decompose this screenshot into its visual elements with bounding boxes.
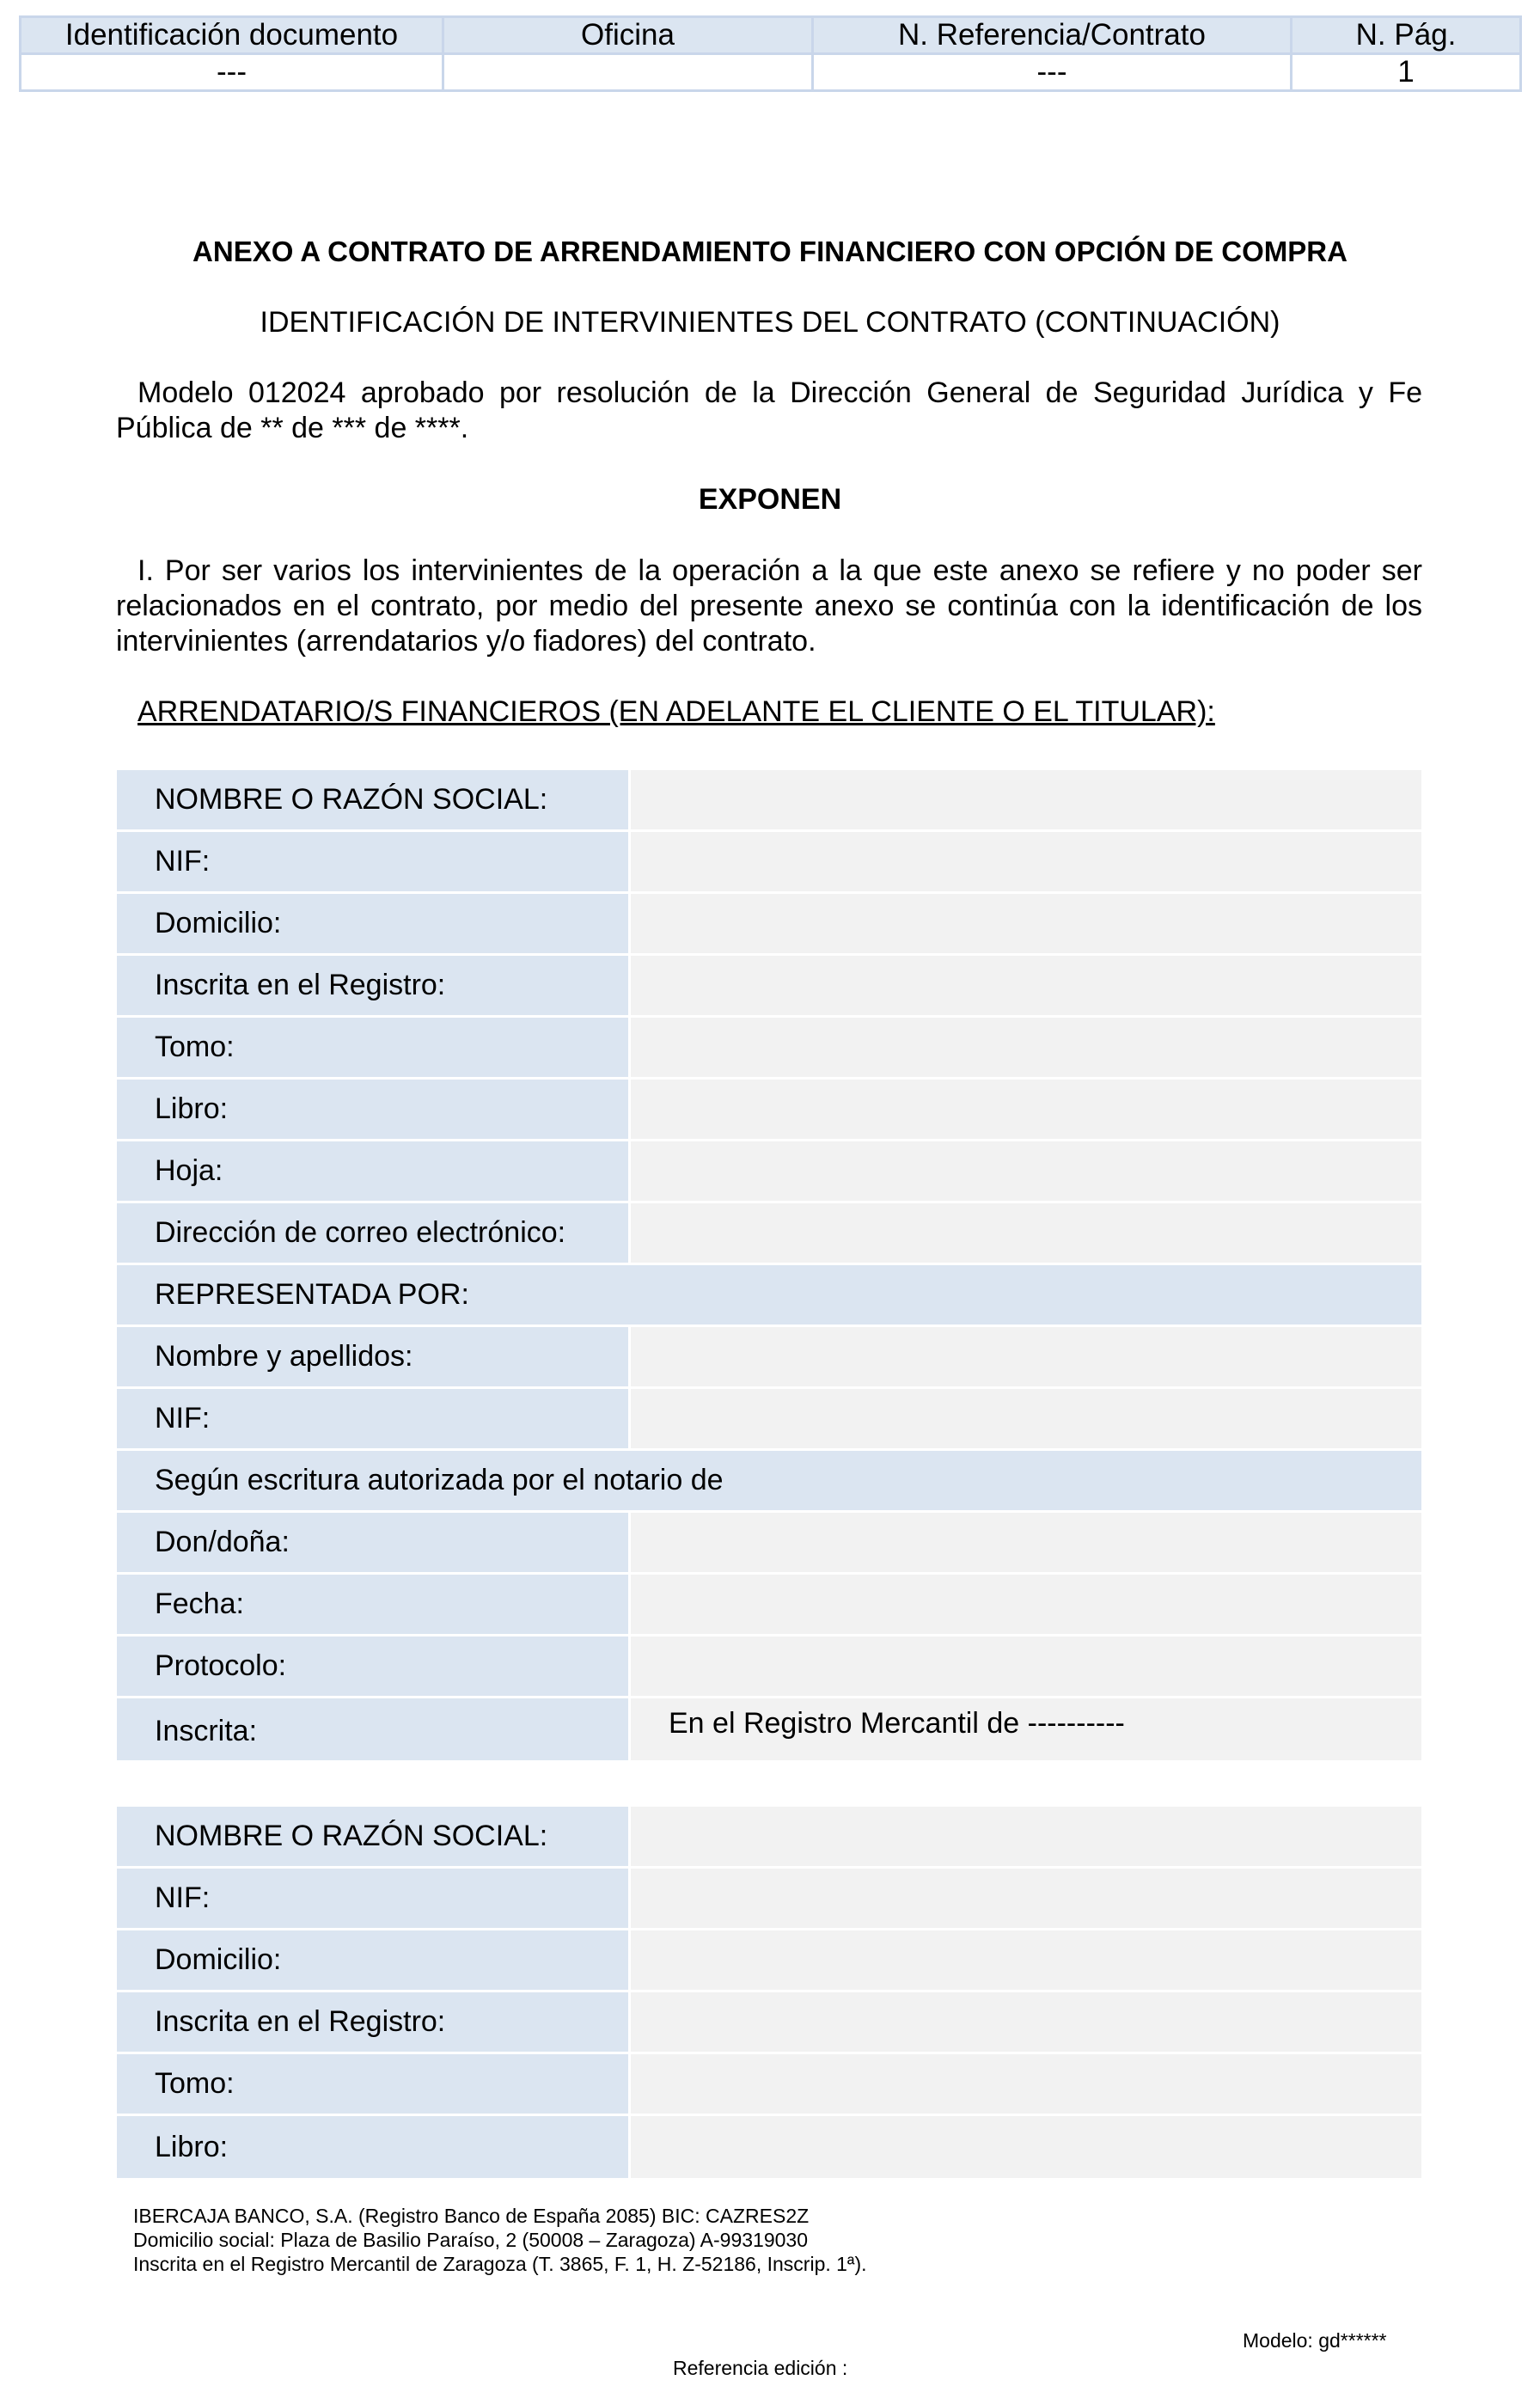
form-row-representada <box>117 1265 1421 1327</box>
header-col-oficina: Oficina <box>443 17 813 54</box>
field-nif[interactable] <box>631 1869 1421 1928</box>
label-nif: NIF: <box>117 1869 631 1928</box>
label-tomo: Tomo: <box>117 1018 631 1077</box>
form2-row-inscrita-registro <box>117 1992 1421 2054</box>
field-libro[interactable] <box>631 2116 1421 2178</box>
form-row-nif <box>117 832 1421 894</box>
label-email: Dirección de correo electrónico: <box>117 1203 631 1263</box>
field-nombre-apellidos[interactable] <box>631 1327 1421 1386</box>
section-heading: ARRENDATARIO/S FINANCIEROS (EN ADELANTE EL CLIENTE O EL TITULAR): <box>138 695 1215 728</box>
footer-line-3: Inscrita en el Registro Mercantil de Zaragoza (T. 3865, F. 1, H. Z-52186, Inscrip. 1ª). <box>133 2253 867 2275</box>
footer-referencia-edicion: Referencia edición : <box>673 2357 848 2379</box>
header-val-identificacion: --- <box>21 54 443 91</box>
label-domicilio: Domicilio: <box>117 894 631 953</box>
form-row-inscrita-registro <box>117 956 1421 1018</box>
paragraph-i: I. Por ser varios los intervinientes de la operación a la que este anexo se refiere y no poder ser relacionados en el contrato, por medio del presente anexo se continúa con la identificación de los intervinientes (arrendatarios y/o fiadores) del contrato. <box>116 554 1422 658</box>
form-row-segun-escritura <box>117 1451 1421 1513</box>
field-hoja[interactable] <box>631 1141 1421 1201</box>
field-tomo[interactable] <box>631 2054 1421 2114</box>
label-hoja: Hoja: <box>117 1141 631 1201</box>
footer-modelo: Modelo: gd****** <box>1243 2329 1387 2352</box>
field-email[interactable] <box>631 1203 1421 1263</box>
form-row-hoja <box>117 1141 1421 1203</box>
label-nombre: NOMBRE O RAZÓN SOCIAL: <box>117 1807 631 1866</box>
label-inscrita: Inscrita: <box>117 1698 631 1760</box>
field-tomo[interactable] <box>631 1018 1421 1077</box>
label-libro: Libro: <box>117 1080 631 1139</box>
label-nombre-apellidos: Nombre y apellidos: <box>117 1327 631 1386</box>
label-nombre: NOMBRE O RAZÓN SOCIAL: <box>117 770 631 829</box>
field-inscrita-registro[interactable] <box>631 1992 1421 2052</box>
form-row-domicilio <box>117 894 1421 956</box>
form2-row-nombre <box>117 1807 1421 1869</box>
label-tomo: Tomo: <box>117 2054 631 2114</box>
field-nombre[interactable] <box>631 770 1421 829</box>
footer-line-2: Domicilio social: Plaza de Basilio Paraíso, 2 (50008 – Zaragoza) A-99319030 <box>133 2229 808 2251</box>
arrendatario-form-1 <box>117 770 1421 1760</box>
header-row <box>21 17 1521 54</box>
label-don-dona: Don/doña: <box>117 1513 631 1572</box>
form2-row-libro <box>117 2116 1421 2178</box>
header-val-referencia: --- <box>813 54 1292 91</box>
form-row-inscrita <box>117 1698 1421 1760</box>
label-inscrita-registro: Inscrita en el Registro: <box>117 956 631 1015</box>
field-fecha[interactable] <box>631 1575 1421 1634</box>
field-don-dona[interactable] <box>631 1513 1421 1572</box>
form-row-tomo <box>117 1018 1421 1080</box>
modelo-paragraph: Modelo 012024 aprobado por resolución de la Dirección General de Seguridad Jurídica y Fe Pública de ** de *** de ****. <box>116 376 1422 444</box>
field-nif-representante[interactable] <box>631 1389 1421 1448</box>
document-header-table <box>19 15 1522 92</box>
form2-row-tomo <box>117 2054 1421 2116</box>
header-col-pagina: N. Pág. <box>1292 17 1521 54</box>
form-row-nombre-apellidos <box>117 1327 1421 1389</box>
field-inscrita-registro[interactable] <box>631 956 1421 1015</box>
header-col-referencia: N. Referencia/Contrato <box>813 17 1292 54</box>
field-protocolo[interactable] <box>631 1637 1421 1696</box>
label-representada: REPRESENTADA POR: <box>117 1265 1421 1325</box>
footer-company <box>133 2204 867 2276</box>
arrendatario-form-2 <box>117 1807 1421 2178</box>
label-protocolo: Protocolo: <box>117 1637 631 1696</box>
label-segun-escritura: Según escritura autorizada por el notario de <box>117 1451 1421 1510</box>
field-nombre[interactable] <box>631 1807 1421 1866</box>
field-inscrita[interactable]: En el Registro Mercantil de ---------- <box>631 1698 1421 1760</box>
field-domicilio[interactable] <box>631 894 1421 953</box>
header-val-oficina <box>443 54 813 91</box>
field-domicilio[interactable] <box>631 1930 1421 1990</box>
label-fecha: Fecha: <box>117 1575 631 1634</box>
field-libro[interactable] <box>631 1080 1421 1139</box>
form-row-nombre <box>117 770 1421 832</box>
form-row-nif-representante <box>117 1389 1421 1451</box>
field-nif[interactable] <box>631 832 1421 891</box>
document-subtitle: IDENTIFICACIÓN DE INTERVINIENTES DEL CONTRATO (CONTINUACIÓN) <box>260 306 1280 339</box>
form-row-fecha <box>117 1575 1421 1637</box>
header-val-pagina: 1 <box>1292 54 1521 91</box>
exponen-heading: EXPONEN <box>698 483 842 516</box>
form-row-don-dona <box>117 1513 1421 1575</box>
form2-row-nif <box>117 1869 1421 1930</box>
form-row-email <box>117 1203 1421 1265</box>
form-row-protocolo <box>117 1637 1421 1698</box>
label-inscrita-registro: Inscrita en el Registro: <box>117 1992 631 2052</box>
label-libro: Libro: <box>117 2116 631 2178</box>
header-values-row <box>21 54 1521 91</box>
form2-row-domicilio <box>117 1930 1421 1992</box>
document-title: ANEXO A CONTRATO DE ARRENDAMIENTO FINANCIERO CON OPCIÓN DE COMPRA <box>192 236 1348 267</box>
label-domicilio: Domicilio: <box>117 1930 631 1990</box>
label-nif-representante: NIF: <box>117 1389 631 1448</box>
footer-line-1: IBERCAJA BANCO, S.A. (Registro Banco de España 2085) BIC: CAZRES2Z <box>133 2205 810 2227</box>
form-row-libro <box>117 1080 1421 1141</box>
label-nif: NIF: <box>117 832 631 891</box>
header-col-identificacion: Identificación documento <box>21 17 443 54</box>
